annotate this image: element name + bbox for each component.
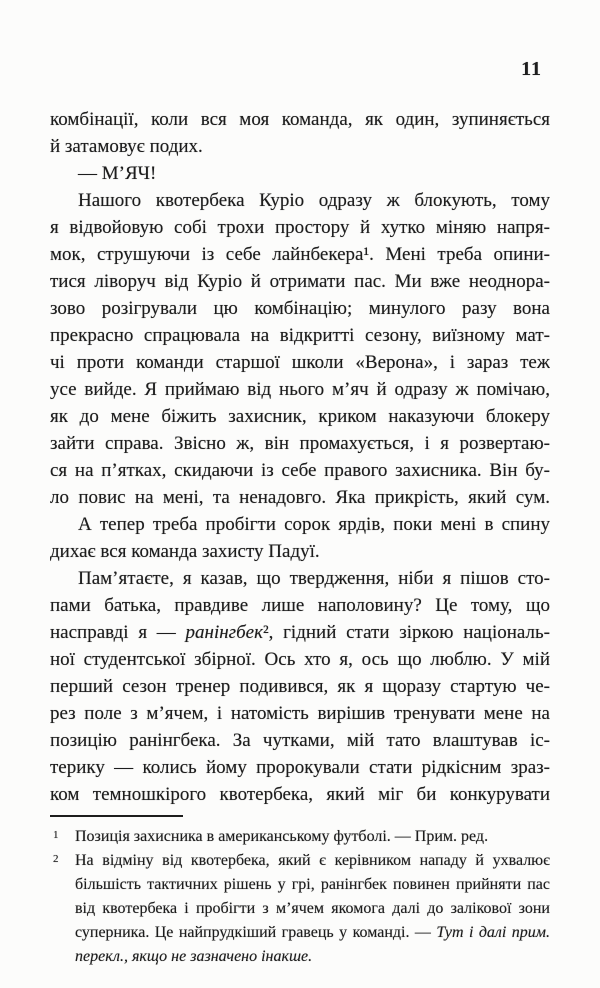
italic-text-segment: перекл., якщо не зазначено інакше. [75,948,313,965]
text-line [50,700,550,727]
text-line [75,945,550,969]
text-segment: ², гідний стати зіркою національ- [262,622,550,643]
text-line [50,673,550,700]
footnote [50,825,550,849]
text-segment: насправді я — [50,622,186,643]
text-segment: — М’ЯЧ! [78,163,157,184]
text-segment: Нашого квотербека Куріо одразу ж блокують, тому [78,190,550,211]
text-segment: пами батька, правдиве лише наполовину? Це тому, що [50,595,550,616]
text-line [50,403,550,430]
text-line [50,592,550,619]
text-line [50,457,550,484]
body-text [50,106,550,808]
text-segment: ло повис на мені, та ненадовго. Яка прикрість, який сум. [50,487,550,508]
text-segment: прекрасно спрацювала на відкритті сезону, виїзному мат- [50,325,550,346]
text-segment: від квотербека і пробігти з м’ячем якомога далі до залікової зони [75,900,550,917]
text-segment: мок, струшуючи із себе лайнбекера¹. Мені треба опини- [50,244,550,265]
text-segment: як до мене біжить захисник, криком наказуючи блокеру [50,406,550,427]
text-line [50,538,550,565]
text-segment: зайти справа. Звісно ж, він промахується, і я розвертаю- [50,433,550,454]
text-segment: зово розігрували цю комбінацію; минулого разу вона [50,298,550,319]
text-line [50,754,550,781]
text-segment: дихає вся команда захисту Падуї. [50,541,320,562]
text-line [50,619,550,646]
text-segment: усе вийде. Я приймаю від нього м’яч й одразу ж помічаю, [50,379,550,400]
text-line [50,565,550,592]
text-segment: чі проти команди старшої школи «Верона», і зараз теж [50,352,550,373]
text-line [50,160,550,187]
text-line [50,106,550,133]
text-segment: більшість тактичних рішень у грі, ранінгбек повинен прийняти пас [75,876,550,893]
footnotes [50,825,550,969]
text-line [50,781,550,808]
text-line [50,511,550,538]
text-line [75,849,550,873]
text-line [50,187,550,214]
text-segment: тися ліворуч від Куріо й отримати пас. Ми вже неоднора- [50,271,550,292]
page-number: 11 [521,58,542,80]
text-line [50,646,550,673]
footnote-marker: 2 [53,853,59,865]
text-line [50,322,550,349]
text-line [50,376,550,403]
footnote-marker: 1 [53,829,59,841]
footnote-separator [50,815,183,817]
text-segment: я відвойовую собі трохи простору й хутко міняю напря- [50,217,550,238]
text-line [50,430,550,457]
italic-text-segment: Тут і далі прим. [436,924,550,941]
text-segment: Позиція захисника в американському футболі. — Прим. ред. [75,828,489,845]
italic-text-segment: ранінгбек [185,622,263,643]
text-segment: рез поле з м’ячем, і натомість вирішив тренувати мене на [50,703,550,724]
text-segment: терику — колись йому пророкували стати рідкісним зраз- [50,757,550,778]
text-segment: позицію ранінгбека. За чутками, мій тато влаштував іс- [50,730,550,751]
text-line [75,825,550,849]
text-line [75,873,550,897]
text-line [75,897,550,921]
text-segment: ної студентської збірної. Ось хто я, ось що люблю. У мій [50,649,550,670]
text-line [50,214,550,241]
text-line [50,484,550,511]
text-segment: комбінації, коли вся моя команда, як один, зупиняється [50,109,550,130]
text-line [75,921,550,945]
text-segment: Пам’ятаєте, я казав, що твердження, ніби я пішов сто- [78,568,550,589]
text-segment: На відміну від квотербека, який є керівником нападу й ухвалює [75,852,550,869]
text-line [50,349,550,376]
text-segment: перший сезон тренер подивився, як я щоразу стартую че- [50,676,550,697]
text-segment: А тепер треба пробігти сорок ярдів, поки мені в спину [78,514,550,535]
text-line [50,268,550,295]
text-segment: ком темношкірого квотербека, який міг би конкурувати [50,784,550,805]
text-line [50,727,550,754]
text-segment: й затамовує подих. [50,136,203,157]
text-line [50,295,550,322]
footnote [50,849,550,969]
text-line [50,241,550,268]
text-segment: ся на п’ятках, скидаючи із себе правого захисника. Він бу- [50,460,550,481]
text-segment: суперника. Це найпрудкіший гравець у команді. — [75,924,437,941]
text-line [50,133,550,160]
